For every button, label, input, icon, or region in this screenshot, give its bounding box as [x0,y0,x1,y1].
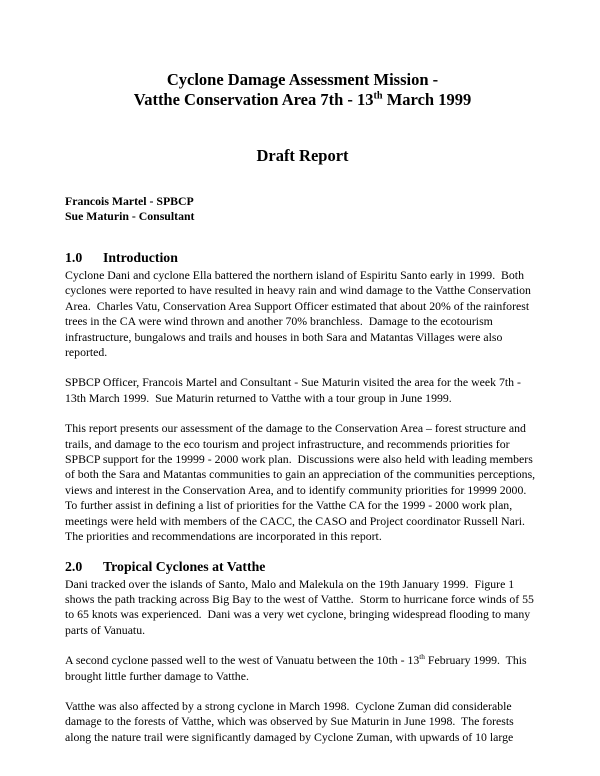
section-title: Tropical Cyclones at Vatthe [103,558,266,574]
document-title [65,70,540,109]
section-number: 2.0 [65,558,83,574]
author-block [65,194,540,224]
paragraph-cyclones-3: Vatthe was also affected by a strong cyclone in March 1998. Cyclone Zuman did considerable damage to the forests of Vatthe, which was observed by Sue Maturin in June 1998. The forests along the nature trail were significantly damaged by Cyclone Zuman, with upwards of 10 large [65,698,517,744]
author-line-1: Francois Martel - SPBCP [65,194,194,208]
title-line-2-text: Vatthe Conservation Area 7th - 13 [133,89,374,109]
section-heading-introduction [65,250,540,266]
title-line-2-date: March 1999 [382,89,472,109]
title-ordinal-superscript: th [373,90,383,101]
paragraph-intro-2: SPBCP Officer, Francois Martel and Consultant - Sue Maturin visited the area for the week 7th - 13th March 1999. Sue Maturin returned to Vatthe with a tour group in June 1999. [65,375,524,405]
section-number: 1.0 [65,250,83,265]
title-line-2 [65,90,540,110]
paragraph-cyclones-2-tail: February 1999. This brought little further damage to Vatthe. [65,653,530,683]
paragraph-intro-1: Cyclone Dani and cyclone Ella battered the northern island of Espiritu Santo early in 1999. Both cyclones were reported to have resulted in heavy rain and wind damage to the Vatthe Conservation Area. Charles Vatu, Conservation Area Support Officer estimated that about 20% of the rainforest trees in the CA were wind thrown and another 70% branchless. Damage to the ecotourism infrastructure, bungalows and trails and houses in both Sara and Matantas Villages were also reported. [65,268,534,360]
section-heading-tropical-cyclones [65,559,540,575]
date-ordinal-superscript: th [419,652,425,662]
paragraph-cyclones-1: Dani tracked over the islands of Santo, Malo and Malekula on the 19th January 1999. Figure 1 shows the path tracking across Big Bay to the west of Vatthe. Storm to hurricane force winds of 55 to 65 knots was experienced. Dani was a very wet cyclone, bringing widespread flooding to many parts of Vanuatu. [65,576,537,637]
author-line-2: Sue Maturin - Consultant [65,209,195,223]
section-title: Introduction [103,250,178,265]
report-subtitle: Draft Report [256,146,349,165]
title-line-1: Cyclone Damage Assessment Mission - [166,70,439,89]
paragraph-cyclones-2-text: A second cyclone passed well to the west of Vanuatu between the 10th - 13 [65,653,420,668]
paragraph-intro-3: This report presents our assessment of the damage to the Conservation Area – forest structure and trails, and damage to the eco tourism and project infrastructure, and recommends priorities for SPBCP support for the 19999 - 2000 work plan. Discussions were also held with leading members of both the Sara and Matantas communities to gain an appreciation of the communities perceptions, views and interest in the Conservation Area, and to identify community priorities for 19999 2000. To further assist in defining a list of priorities for the Vatthe CA for the 1999 - 2000 work plan, meetings were held with members of the CACC, the CASO and Project coordinator Russell Nari. The priorities and recommendations are incorporated in this report. [65,421,539,544]
paragraph-cyclones-2 [65,653,540,684]
